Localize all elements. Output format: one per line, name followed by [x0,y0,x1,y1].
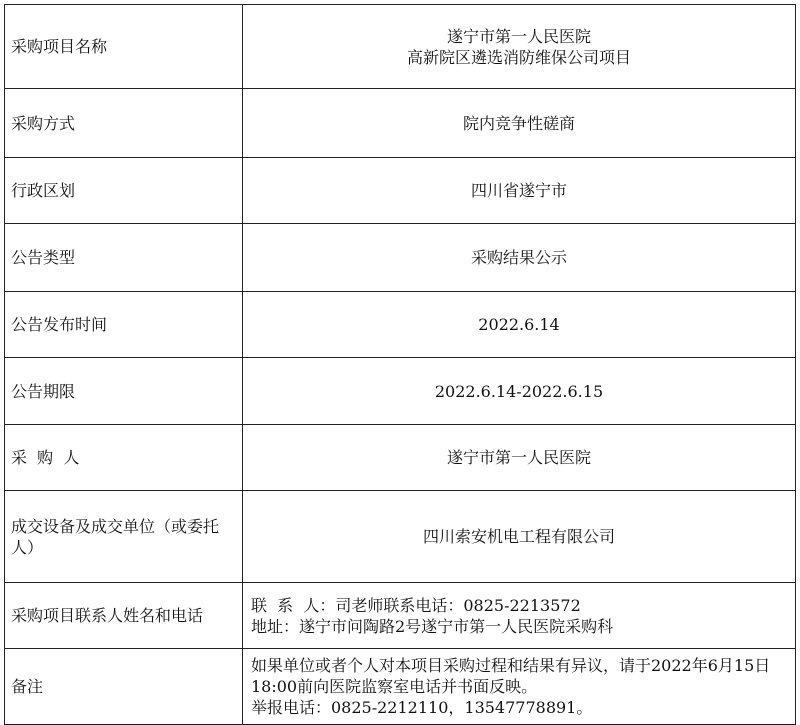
row-remarks [5,649,796,725]
type-label: 公告类型 [5,224,243,292]
remarks-line1: 如果单位或者个人对本项目采购过程和结果有异议，请于2022年6月15日18:00前向医院监察室电话并书面反映。 [251,656,771,696]
remarks-label: 备注 [5,649,243,725]
row-contact [5,583,796,649]
method-label: 采购方式 [5,89,243,158]
project-name-line2: 高新院区遴选消防维保公司项目 [406,47,631,67]
row-winner [5,491,796,583]
contact-line1 [251,595,789,616]
region-value: 四川省遂宁市 [243,158,796,224]
contact-value [243,583,796,649]
contact-label: 采购项目联系人姓名和电话 [5,583,243,649]
period-label: 公告期限 [5,358,243,425]
row-type [5,224,796,292]
row-period [5,358,796,425]
remarks-value [243,649,796,725]
row-publish-time [5,292,796,358]
period-value: 2022.6.14-2022.6.15 [243,358,796,425]
remarks-line2: 举报电话：0825-2212110，13547778891。 [251,698,593,717]
row-buyer [5,425,796,491]
publish-time-label: 公告发布时间 [5,292,243,358]
buyer-label: 采 购 人 [5,425,243,491]
row-method [5,89,796,158]
contact-address: 地址：遂宁市问陶路2号遂宁市第一人民医院采购科 [251,616,614,636]
contact-person: 联 系 人：司老师 [251,595,384,615]
buyer-value: 遂宁市第一人民医院 [243,425,796,491]
row-project-name [5,5,796,89]
method-value: 院内竞争性磋商 [243,89,796,158]
region-label: 行政区划 [5,158,243,224]
project-name-value [243,5,796,89]
winner-value: 四川索安机电工程有限公司 [243,491,796,583]
project-name-line1: 遂宁市第一人民医院 [446,26,591,46]
winner-label: 成交设备及成交单位（或委托人） [5,491,243,583]
procurement-notice-table [4,4,796,725]
project-name-label: 采购项目名称 [5,5,243,89]
contact-phone: 联系电话：0825-2213572 [383,595,581,615]
publish-time-value: 2022.6.14 [243,292,796,358]
type-value: 采购结果公示 [243,224,796,292]
row-region [5,158,796,224]
